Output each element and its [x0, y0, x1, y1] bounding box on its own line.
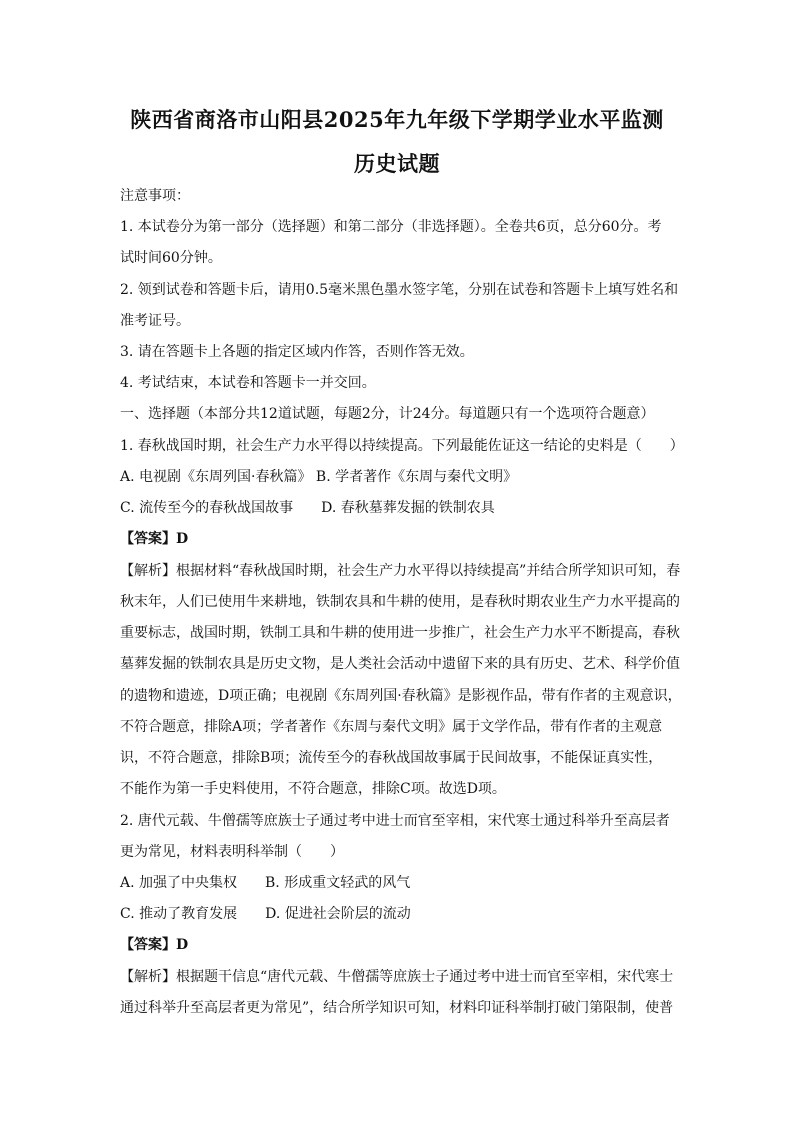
notice-line: 1. 本试卷分为第一部分（选择题）和第二部分（非选择题）。全卷共6页，总分60分。考 — [120, 219, 662, 235]
question-1-analysis-line: 不符合题意，排除A项；学者著作《东周与秦代文明》属于文学作品，带有作者的主观意 — [120, 719, 663, 735]
section-heading: 一、选择题（本部分共12道试题，每题2分，计24分。每道题只有一个选项符合题意） — [120, 406, 655, 422]
question-1-analysis-line: 不能作为第一手史料使用，不符合题意，排除C项。故选D项。 — [120, 781, 506, 797]
question-1-answer: 【答案】D — [120, 531, 189, 547]
question-1-analysis-line: 秋末年，人们已使用牛来耕地，铁制农具和牛耕的使用，是春秋时期农业生产力水平提高的 — [120, 594, 680, 610]
notice-heading: 注意事项： — [120, 188, 190, 204]
question-2-stem: 更为常见，材料表明科举制（ ） — [120, 844, 344, 860]
notice-line: 试时间60分钟。 — [120, 250, 222, 266]
question-1-options: A. 电视剧《东周列国·春秋篇》 B. 学者著作《东周与秦代文明》 — [120, 469, 518, 485]
question-1-analysis-line: 墓葬发掘的铁制农具是历史文物，是人类社会活动中遗留下来的具有历史、艺术、科学价值 — [120, 656, 680, 672]
notice-line: 3. 请在答题卡上各题的指定区域内作答，否则作答无效。 — [120, 344, 474, 360]
question-2-answer: 【答案】D — [120, 937, 189, 953]
document-title: 陕西省商洛市山阳县2025年九年级下学期学业水平监测 — [130, 107, 664, 132]
notice-line: 4. 考试结束，本试卷和答题卡一并交回。 — [120, 375, 376, 391]
question-2-options: C. 推动了教育发展 D. 促进社会阶层的流动 — [120, 906, 411, 922]
question-2-analysis-line: 通过科举升至高层者更为常见”，结合所学知识可知，材料印证科举制打破门第限制，使普 — [120, 1000, 674, 1016]
notice-line: 准考证号。 — [120, 313, 190, 329]
question-1-options: C. 流传至今的春秋战国故事 D. 春秋墓葬发掘的铁制农具 — [120, 500, 495, 516]
question-1-stem: 1. 春秋战国时期，社会生产力水平得以持续提高。下列最能佐证这一结论的史料是（ ） — [120, 438, 684, 454]
question-2-stem: 2. 唐代元载、牛僧孺等庶族士子通过考中进士而官至宰相，宋代寒士通过科举升至高层者 — [120, 813, 670, 829]
question-1-analysis-line: 重要标志，战国时期，铁制工具和牛耕的使用进一步推广，社会生产力水平不断提高，春秋 — [120, 625, 680, 641]
document-subtitle: 历史试题 — [354, 151, 440, 176]
question-1-analysis-line: 【解析】根据材料“春秋战国时期，社会生产力水平得以持续提高”并结合所学知识可知，春 — [120, 563, 681, 579]
question-1-analysis-line: 识，不符合题意，排除B项；流传至今的春秋战国故事属于民间故事，不能保证真实性， — [120, 750, 663, 766]
question-2-options: A. 加强了中央集权 B. 形成重文轻武的风气 — [120, 875, 411, 891]
question-1-analysis-line: 的遗物和遗迹，D项正确；电视剧《东周列国·春秋篇》是影视作品，带有作者的主观意识， — [120, 688, 682, 704]
question-2-analysis-line: 【解析】根据题干信息“唐代元载、牛僧孺等庶族士子通过考中进士而官至宰相，宋代寒士 — [120, 969, 674, 985]
notice-line: 2. 领到试卷和答题卡后，请用0.5毫米黑色墨水签字笔，分别在试卷和答题卡上填写姓名和 — [120, 282, 679, 298]
